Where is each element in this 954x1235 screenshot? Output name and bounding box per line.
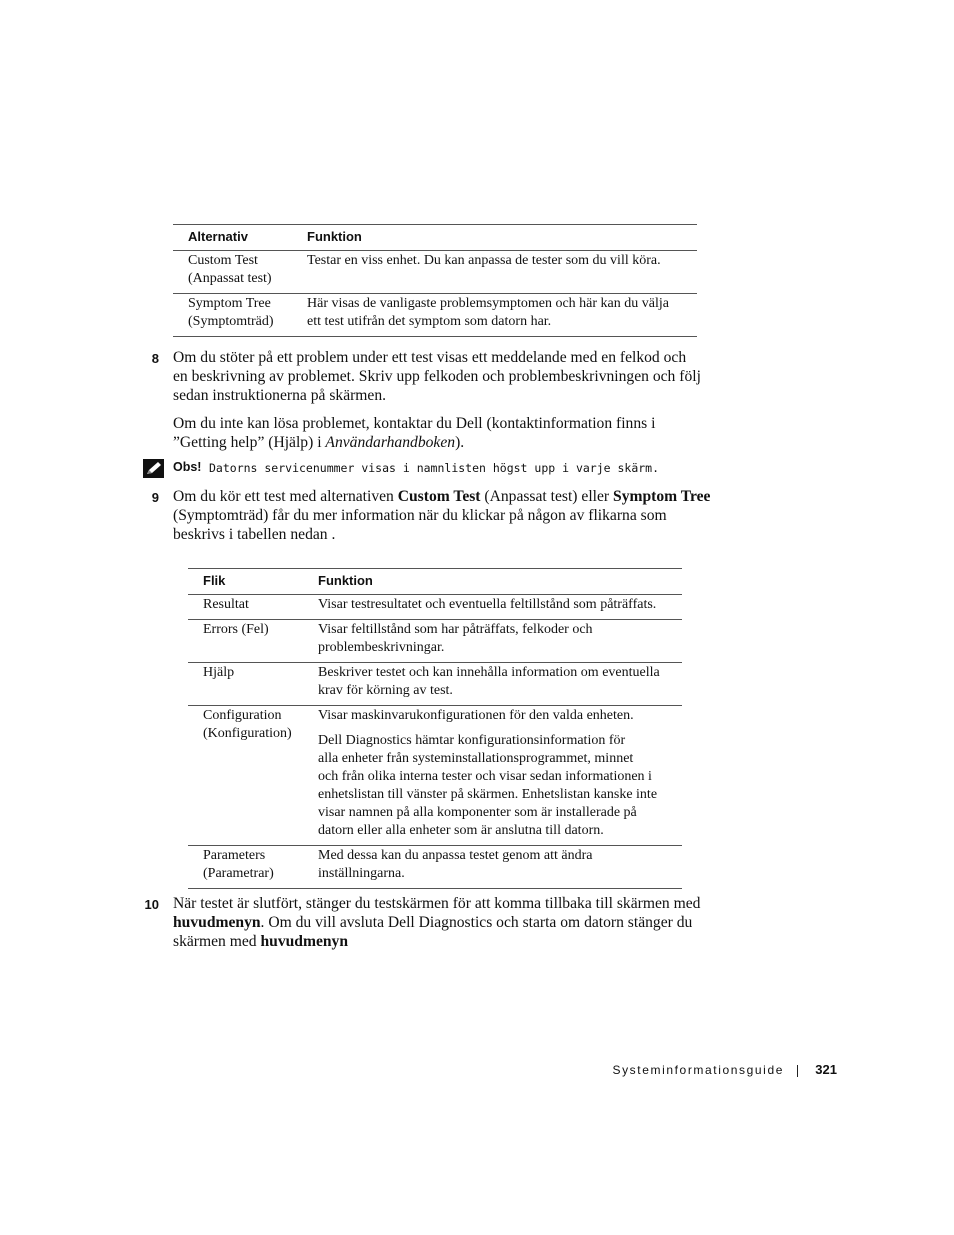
cell-line: Här visas de vanligaste problemsymptomen och här kan du välja [307,296,669,311]
table-row [173,294,697,337]
column-header: Flik [188,569,303,595]
cell-line: (Konfiguration) [203,726,292,741]
text-fragment: . Om du vill avsluta Dell Diagnostics och starta om datorn stänger du [260,914,693,931]
row-name-cell [188,620,303,663]
cell-line: Configuration [203,708,282,723]
step-9 [151,487,738,544]
step-10 [144,894,738,951]
cell-line: ett test utifrån det symptom som datorn har. [307,314,552,329]
cell-line: (Anpassat test) [188,271,272,286]
cell-paragraph [318,596,682,614]
step-paragraph [173,348,733,405]
option-name: Symptom Tree [613,488,711,505]
row-function-cell [303,846,682,889]
text-line: Om du inte kan lösa problemet, kontaktar du Dell (kontaktinformation finns i [173,415,656,432]
step-number: 8 [151,351,159,366]
cell-line: visar namnen på alla komponenter som är installerade på [318,805,637,820]
text-line: beskrivs i tabellen nedan . [173,526,336,543]
option-name: Custom Test [397,488,481,505]
text-fragment: ). [455,434,465,451]
step-number: 10 [144,897,159,912]
text-fragment: Om du kör ett test med alternativen [173,488,398,505]
cell-line: Symptom Tree [188,296,271,311]
row-function-cell [303,620,682,663]
text-fragment: (Anpassat test) eller [480,488,614,505]
cell-line: Visar maskinvarukonfigurationen för den valda enheten. [318,708,634,723]
row-function-cell [303,663,682,706]
row-function-cell [303,595,682,620]
cell-line: Custom Test [188,253,258,268]
cell-line: och från olika interna tester och visar sedan informationen i [318,769,652,784]
cell-line: Visar feltillstånd som har påträffats, felkoder och [318,622,593,637]
table-row [188,706,682,846]
table-header-row [173,225,697,251]
table-row [173,251,697,294]
cell-line: Beskriver testet och kan innehålla information om eventuella [318,665,660,680]
cell-line: Dell Diagnostics hämtar konfigurationsinformation för [318,733,626,748]
table-row [188,663,682,706]
menu-name: huvudmenyn [173,914,261,931]
cell-line: (Parametrar) [203,866,274,881]
text-line: sedan instruktionerna på skärmen. [173,387,387,404]
note-label: Obs! [173,460,202,474]
table-row [188,595,682,620]
row-function-cell [292,294,697,337]
column-header: Alternativ [173,225,292,251]
menu-name: huvudmenyn [260,933,349,950]
step-paragraph [173,894,738,951]
row-name-cell [173,294,292,337]
step-8 [151,348,733,452]
row-name-cell [188,663,303,706]
cell-line: Testar en viss enhet. Du kan anpassa de tester som du vill köra. [307,253,661,268]
page-number: 321 [815,1062,837,1077]
manual-title: Användarhandboken [325,434,456,451]
row-name-cell [188,846,303,889]
cell-line: (Symptomträd) [188,314,274,329]
text-line: en beskrivning av problemet. Skriv upp felkoden och problembeskrivningen och följ [173,368,701,385]
table-row [188,620,682,663]
cell-line: datorn eller alla enheter som är anslutna till datorn. [318,823,604,838]
text-line: (Symptomträd) får du mer information när du klickar på någon av flikarna som [173,507,667,524]
options-table [173,224,697,337]
cell-line: Med dessa kan du anpassa testet genom att ändra [318,848,593,863]
row-name-cell [173,251,292,294]
row-name-cell [188,706,303,846]
cell-paragraph [318,847,682,883]
text-line: Om du stöter på ett problem under ett test visas ett meddelande med en felkod och [173,349,687,366]
guide-title: Systeminformationsguide [612,1063,784,1077]
tabs-table [188,568,682,889]
cell-line: enhetslistan till vänster på skärmen. Enhetslistan kanske inte [318,787,658,802]
cell-line: alla enheter från systeminstallationsprogrammet, minnet [318,751,634,766]
cell-paragraph [318,664,682,700]
text-line: När testet är slutfört, stänger du testskärmen för att komma tillbaka till skärmen med [173,895,701,912]
cell-line: Hjälp [203,665,235,680]
options-table-body [173,251,697,337]
cell-line: Parameters [203,848,266,863]
tabs-table-body [188,595,682,889]
cell-paragraph [307,295,697,331]
cell-paragraph [318,732,682,840]
cell-line: Errors (Fel) [203,622,269,637]
column-header: Funktion [303,569,682,595]
step-paragraph [173,487,738,544]
note-text: Datorns servicenummer visas i namnlisten högst upp i varje skärm. [209,461,660,475]
cell-paragraph [318,621,682,657]
row-function-cell [303,706,682,846]
cell-paragraph [307,252,697,270]
table-header-row [188,569,682,595]
page-footer [560,1062,838,1082]
row-function-cell [292,251,697,294]
row-name-cell [188,595,303,620]
cell-line: krav för körning av test. [318,683,453,698]
cell-line: inställningarna. [318,866,405,881]
cell-line: Visar testresultatet och eventuella feltillstånd som påträffats. [318,597,657,612]
note-box [143,459,743,479]
cell-line: Resultat [203,597,249,612]
step-paragraph [173,414,733,452]
pencil-note-icon [143,459,164,478]
column-header: Funktion [292,225,697,251]
footer-divider [797,1065,798,1077]
table-row [188,846,682,889]
text-fragment: ”Getting help” (Hjälp) i [173,434,326,451]
cell-paragraph [318,707,682,725]
text-fragment: skärmen med [173,933,261,950]
cell-line: problembeskrivningar. [318,640,445,655]
step-number: 9 [151,490,159,505]
